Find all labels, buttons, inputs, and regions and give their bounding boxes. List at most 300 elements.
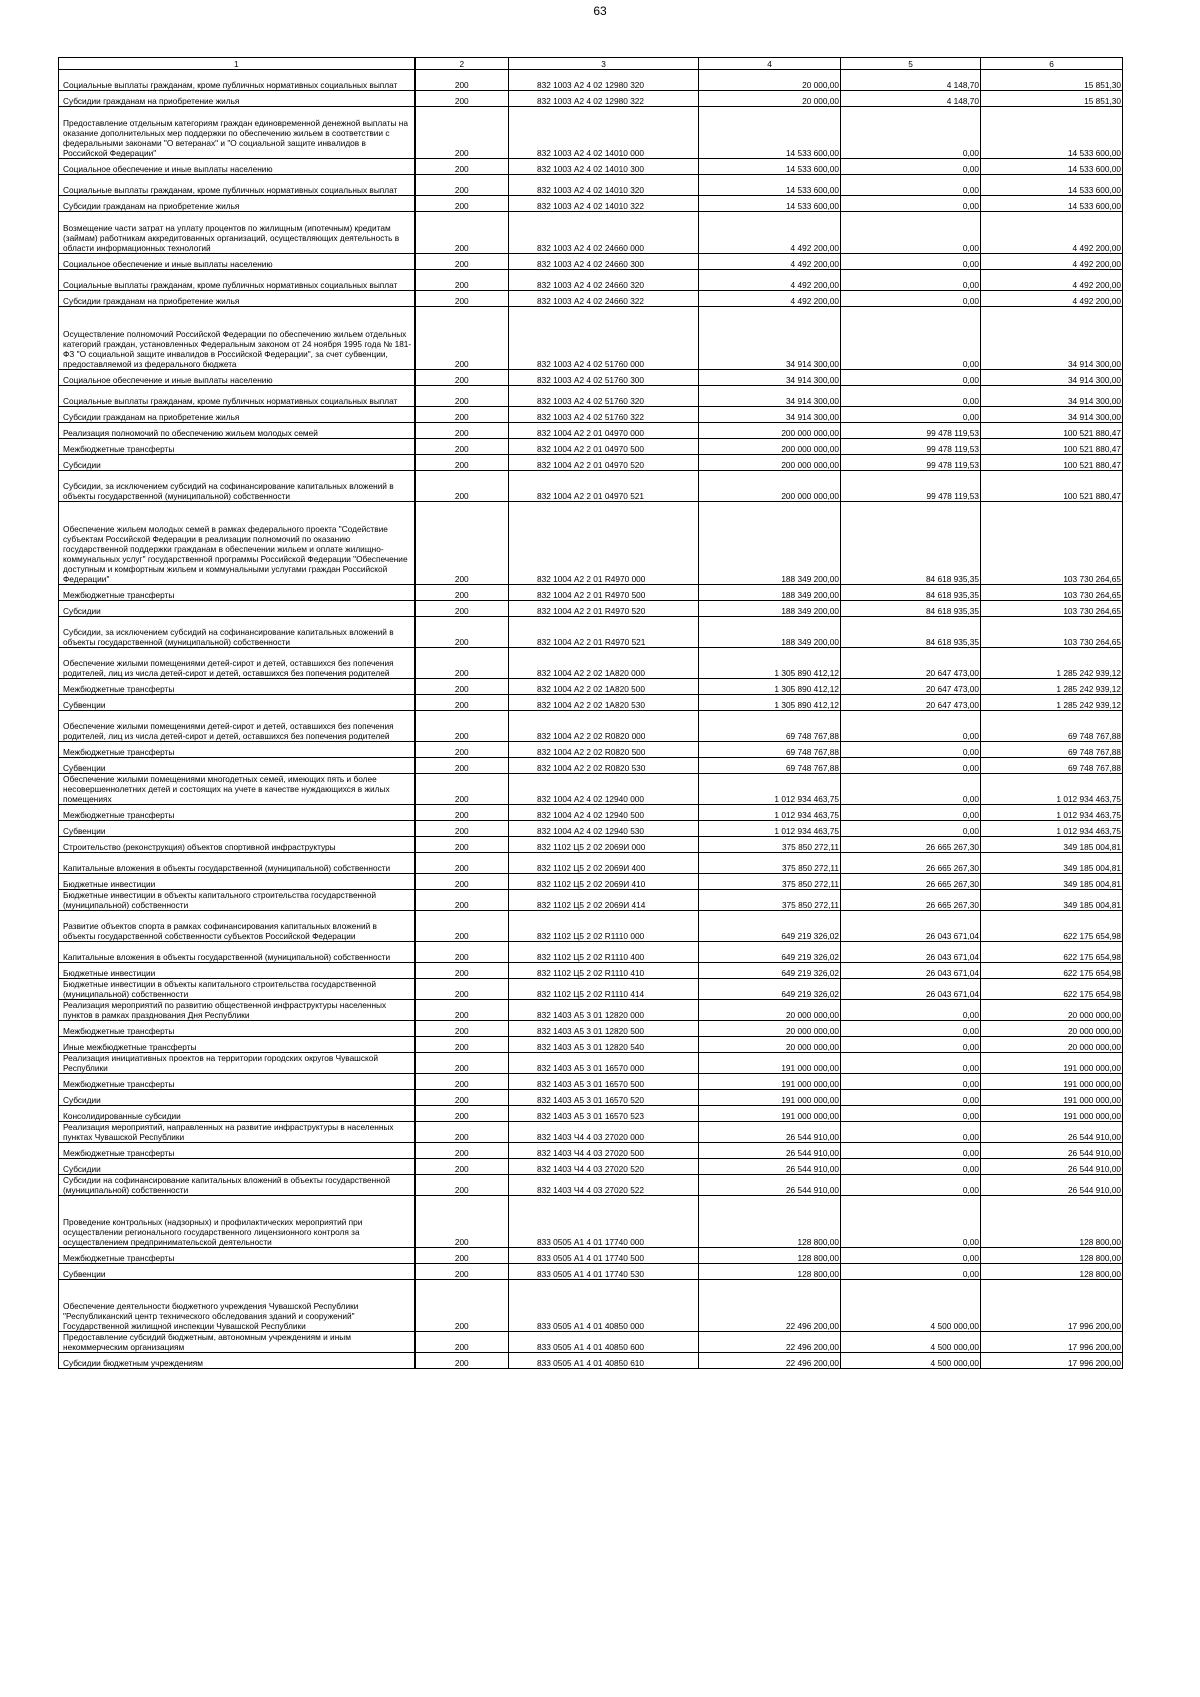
- row-col2: 200: [415, 1159, 509, 1175]
- row-remaining-amount: 191 000 000,00: [981, 1053, 1123, 1074]
- row-plan-amount: 191 000 000,00: [699, 1106, 841, 1122]
- row-code: 832 1102 Ц5 2 02 2069И 000: [509, 837, 699, 853]
- row-col2: 200: [415, 837, 509, 853]
- row-col2: 200: [415, 821, 509, 837]
- table-row: [59, 175, 1123, 196]
- row-code: 833 0505 А1 4 01 40850 610: [509, 1353, 699, 1369]
- row-remaining-amount: 349 185 004,81: [981, 837, 1123, 853]
- row-remaining-amount: 100 521 880,47: [981, 439, 1123, 455]
- row-executed-amount: 0,00: [841, 270, 981, 291]
- row-remaining-amount: 69 748 767,88: [981, 758, 1123, 774]
- row-remaining-amount: 1 012 934 463,75: [981, 821, 1123, 837]
- row-executed-amount: 26 665 267,30: [841, 853, 981, 874]
- row-name: Субсидии, за исключением субсидий на софинансирование капитальных вложений в объекты государственной (муниципальной) собственности: [59, 471, 415, 502]
- row-col2: 200: [415, 758, 509, 774]
- row-remaining-amount: 15 851,30: [981, 70, 1123, 91]
- row-code: 832 1403 А5 3 01 16570 520: [509, 1090, 699, 1106]
- row-executed-amount: 4 500 000,00: [841, 1280, 981, 1332]
- row-name: Межбюджетные трансферты: [59, 585, 415, 601]
- row-code: 833 0505 А1 4 01 40850 600: [509, 1332, 699, 1353]
- row-col2: 200: [415, 291, 509, 307]
- row-plan-amount: 188 349 200,00: [699, 601, 841, 617]
- row-col2: 200: [415, 1143, 509, 1159]
- table-row: [59, 617, 1123, 648]
- row-remaining-amount: 17 996 200,00: [981, 1332, 1123, 1353]
- row-name: Бюджетные инвестиции: [59, 874, 415, 890]
- row-name: Субсидии гражданам на приобретение жилья: [59, 407, 415, 423]
- row-col2: 200: [415, 1037, 509, 1053]
- row-name: Межбюджетные трансферты: [59, 805, 415, 821]
- row-plan-amount: 191 000 000,00: [699, 1074, 841, 1090]
- row-remaining-amount: 14 533 600,00: [981, 196, 1123, 212]
- row-plan-amount: 22 496 200,00: [699, 1353, 841, 1369]
- row-col2: 200: [415, 942, 509, 963]
- table-row: [59, 407, 1123, 423]
- row-code: 832 1403 Ч4 4 03 27020 520: [509, 1159, 699, 1175]
- row-code: 833 0505 А1 4 01 17740 000: [509, 1196, 699, 1248]
- row-name: Предоставление субсидий бюджетным, автономным учреждениям и иным некоммерческим организациям: [59, 1332, 415, 1353]
- row-plan-amount: 14 533 600,00: [699, 175, 841, 196]
- row-plan-amount: 1 305 890 412,12: [699, 648, 841, 679]
- row-name: Возмещение части затрат на уплату процентов по жилищным (ипотечным) кредитам (займам) работникам аккредитованных организаций, осуществляющих деятельность в области информационных технологий: [59, 212, 415, 254]
- row-remaining-amount: 4 492 200,00: [981, 254, 1123, 270]
- row-col2: 200: [415, 270, 509, 291]
- row-col2: 200: [415, 742, 509, 758]
- row-executed-amount: 4 148,70: [841, 70, 981, 91]
- table-row: [59, 1074, 1123, 1090]
- row-col2: 200: [415, 853, 509, 874]
- row-col2: 200: [415, 386, 509, 407]
- row-executed-amount: 4 500 000,00: [841, 1332, 981, 1353]
- row-executed-amount: 0,00: [841, 386, 981, 407]
- column-header-2: 2: [415, 58, 509, 70]
- table-row: [59, 270, 1123, 291]
- row-col2: 200: [415, 1175, 509, 1196]
- row-name: Бюджетные инвестиции в объекты капитального строительства государственной (муниципальной) собственности: [59, 890, 415, 911]
- row-executed-amount: 84 618 935,35: [841, 585, 981, 601]
- row-executed-amount: 0,00: [841, 1000, 981, 1021]
- table-row: [59, 585, 1123, 601]
- table-row: [59, 601, 1123, 617]
- row-name: Межбюджетные трансферты: [59, 1021, 415, 1037]
- row-remaining-amount: 17 996 200,00: [981, 1353, 1123, 1369]
- row-col2: 200: [415, 70, 509, 91]
- row-executed-amount: 0,00: [841, 175, 981, 196]
- row-executed-amount: 26 665 267,30: [841, 890, 981, 911]
- table-row: [59, 1122, 1123, 1143]
- row-remaining-amount: 20 000 000,00: [981, 1000, 1123, 1021]
- row-plan-amount: 1 305 890 412,12: [699, 695, 841, 711]
- table-row: [59, 70, 1123, 91]
- row-executed-amount: 26 043 671,04: [841, 979, 981, 1000]
- row-plan-amount: 191 000 000,00: [699, 1053, 841, 1074]
- row-code: 832 1403 А5 3 01 16570 523: [509, 1106, 699, 1122]
- row-plan-amount: 69 748 767,88: [699, 711, 841, 742]
- row-executed-amount: 20 647 473,00: [841, 679, 981, 695]
- row-name: Консолидированные субсидии: [59, 1106, 415, 1122]
- row-remaining-amount: 1 012 934 463,75: [981, 774, 1123, 805]
- row-col2: 200: [415, 874, 509, 890]
- table-row: [59, 291, 1123, 307]
- row-remaining-amount: 622 175 654,98: [981, 911, 1123, 942]
- row-executed-amount: 0,00: [841, 212, 981, 254]
- row-col2: 200: [415, 1196, 509, 1248]
- table-row: [59, 742, 1123, 758]
- row-col2: 200: [415, 585, 509, 601]
- row-plan-amount: 1 012 934 463,75: [699, 774, 841, 805]
- row-name: Бюджетные инвестиции: [59, 963, 415, 979]
- row-remaining-amount: 128 800,00: [981, 1248, 1123, 1264]
- row-name: Реализация инициативных проектов на территории городских округов Чувашской Республики: [59, 1053, 415, 1074]
- row-plan-amount: 200 000 000,00: [699, 455, 841, 471]
- table-row: [59, 1143, 1123, 1159]
- row-name: Социальное обеспечение и иные выплаты населению: [59, 254, 415, 270]
- row-name: Субсидии, за исключением субсидий на софинансирование капитальных вложений в объекты государственной (муниципальной) собственности: [59, 617, 415, 648]
- row-col2: 200: [415, 407, 509, 423]
- row-col2: 200: [415, 1090, 509, 1106]
- row-name: Субвенции: [59, 1264, 415, 1280]
- row-executed-amount: 0,00: [841, 159, 981, 175]
- table-row: [59, 648, 1123, 679]
- row-plan-amount: 26 544 910,00: [699, 1143, 841, 1159]
- row-code: 832 1004 А2 2 02 R0820 530: [509, 758, 699, 774]
- row-executed-amount: 0,00: [841, 307, 981, 370]
- row-code: 832 1003 А2 4 02 24660 000: [509, 212, 699, 254]
- row-code: 832 1004 А2 2 01 R4970 500: [509, 585, 699, 601]
- row-remaining-amount: 26 544 910,00: [981, 1175, 1123, 1196]
- row-code: 832 1403 А5 3 01 12820 540: [509, 1037, 699, 1053]
- row-col2: 200: [415, 175, 509, 196]
- row-plan-amount: 4 492 200,00: [699, 270, 841, 291]
- table-row: [59, 1159, 1123, 1175]
- row-remaining-amount: 34 914 300,00: [981, 386, 1123, 407]
- row-name: Капитальные вложения в объекты государственной (муниципальной) собственности: [59, 942, 415, 963]
- row-code: 832 1003 А2 4 02 24660 322: [509, 291, 699, 307]
- row-executed-amount: 0,00: [841, 1264, 981, 1280]
- row-executed-amount: 0,00: [841, 821, 981, 837]
- row-code: 832 1102 Ц5 2 02 R1110 414: [509, 979, 699, 1000]
- row-code: 832 1102 Ц5 2 02 2069И 410: [509, 874, 699, 890]
- row-plan-amount: 4 492 200,00: [699, 291, 841, 307]
- table-row: [59, 1175, 1123, 1196]
- row-code: 832 1003 А2 4 02 24660 300: [509, 254, 699, 270]
- table-row: [59, 439, 1123, 455]
- row-code: 832 1403 Ч4 4 03 27020 522: [509, 1175, 699, 1196]
- row-col2: 200: [415, 963, 509, 979]
- row-code: 832 1403 А5 3 01 16570 000: [509, 1053, 699, 1074]
- row-plan-amount: 34 914 300,00: [699, 407, 841, 423]
- row-remaining-amount: 622 175 654,98: [981, 942, 1123, 963]
- row-plan-amount: 20 000 000,00: [699, 1000, 841, 1021]
- row-name: Субсидии: [59, 601, 415, 617]
- table-row: [59, 254, 1123, 270]
- row-remaining-amount: 14 533 600,00: [981, 107, 1123, 159]
- row-executed-amount: 0,00: [841, 1106, 981, 1122]
- row-remaining-amount: 1 285 242 939,12: [981, 679, 1123, 695]
- row-code: 833 0505 А1 4 01 40850 000: [509, 1280, 699, 1332]
- row-code: 832 1403 Ч4 4 03 27020 500: [509, 1143, 699, 1159]
- row-name: Субсидии: [59, 455, 415, 471]
- row-executed-amount: 0,00: [841, 1175, 981, 1196]
- row-col2: 200: [415, 1021, 509, 1037]
- row-plan-amount: 200 000 000,00: [699, 423, 841, 439]
- row-executed-amount: 0,00: [841, 1196, 981, 1248]
- row-name: Иные межбюджетные трансферты: [59, 1037, 415, 1053]
- row-name: Субвенции: [59, 821, 415, 837]
- row-code: 832 1004 А2 2 02 1А820 000: [509, 648, 699, 679]
- row-col2: 200: [415, 212, 509, 254]
- row-name: Строительство (реконструкция) объектов спортивной инфраструктуры: [59, 837, 415, 853]
- row-plan-amount: 375 850 272,11: [699, 890, 841, 911]
- row-code: 832 1004 А2 2 01 04970 520: [509, 455, 699, 471]
- row-name: Субсидии гражданам на приобретение жилья: [59, 291, 415, 307]
- row-col2: 200: [415, 471, 509, 502]
- row-remaining-amount: 4 492 200,00: [981, 212, 1123, 254]
- row-remaining-amount: 349 185 004,81: [981, 890, 1123, 911]
- table-row: [59, 423, 1123, 439]
- row-code: 832 1102 Ц5 2 02 2069И 414: [509, 890, 699, 911]
- row-plan-amount: 26 544 910,00: [699, 1122, 841, 1143]
- row-name: Капитальные вложения в объекты государственной (муниципальной) собственности: [59, 853, 415, 874]
- budget-table: [58, 57, 1123, 1369]
- row-name: Межбюджетные трансферты: [59, 1248, 415, 1264]
- table-row: [59, 942, 1123, 963]
- row-code: 832 1102 Ц5 2 02 R1110 000: [509, 911, 699, 942]
- row-plan-amount: 20 000 000,00: [699, 1021, 841, 1037]
- row-code: 832 1003 А2 4 02 12980 322: [509, 91, 699, 107]
- row-code: 832 1004 А2 2 02 R0820 000: [509, 711, 699, 742]
- row-plan-amount: 375 850 272,11: [699, 837, 841, 853]
- table-row: [59, 1248, 1123, 1264]
- row-remaining-amount: 26 544 910,00: [981, 1122, 1123, 1143]
- row-col2: 200: [415, 774, 509, 805]
- row-name: Бюджетные инвестиции в объекты капитального строительства государственной (муниципальной) собственности: [59, 979, 415, 1000]
- table-row: [59, 758, 1123, 774]
- row-code: 832 1004 А2 2 02 1А820 500: [509, 679, 699, 695]
- table-row: [59, 1264, 1123, 1280]
- row-code: 832 1003 А2 4 02 14010 300: [509, 159, 699, 175]
- row-col2: 200: [415, 307, 509, 370]
- row-name: Межбюджетные трансферты: [59, 742, 415, 758]
- row-col2: 200: [415, 617, 509, 648]
- row-plan-amount: 26 544 910,00: [699, 1159, 841, 1175]
- row-col2: 200: [415, 679, 509, 695]
- row-col2: 200: [415, 370, 509, 386]
- row-code: 832 1004 А2 2 01 04970 500: [509, 439, 699, 455]
- row-name: Социальные выплаты гражданам, кроме публичных нормативных социальных выплат: [59, 386, 415, 407]
- column-header-5: 5: [841, 58, 981, 70]
- table-row: [59, 1332, 1123, 1353]
- row-code: 832 1004 А2 2 02 R0820 500: [509, 742, 699, 758]
- row-code: 832 1004 А2 2 01 R4970 520: [509, 601, 699, 617]
- row-name: Социальное обеспечение и иные выплаты населению: [59, 159, 415, 175]
- row-code: 832 1003 А2 4 02 14010 322: [509, 196, 699, 212]
- row-executed-amount: 26 043 671,04: [841, 963, 981, 979]
- row-executed-amount: 0,00: [841, 758, 981, 774]
- row-col2: 200: [415, 439, 509, 455]
- row-code: 832 1004 А2 2 01 04970 000: [509, 423, 699, 439]
- table-row: [59, 370, 1123, 386]
- row-code: 832 1003 А2 4 02 51760 000: [509, 307, 699, 370]
- row-remaining-amount: 100 521 880,47: [981, 455, 1123, 471]
- row-remaining-amount: 1 285 242 939,12: [981, 695, 1123, 711]
- row-name: Межбюджетные трансферты: [59, 1143, 415, 1159]
- row-code: 833 0505 А1 4 01 17740 500: [509, 1248, 699, 1264]
- row-remaining-amount: 26 544 910,00: [981, 1143, 1123, 1159]
- row-col2: 200: [415, 695, 509, 711]
- row-plan-amount: 14 533 600,00: [699, 159, 841, 175]
- row-remaining-amount: 17 996 200,00: [981, 1280, 1123, 1332]
- column-header-4: 4: [699, 58, 841, 70]
- row-remaining-amount: 14 533 600,00: [981, 159, 1123, 175]
- row-executed-amount: 0,00: [841, 1074, 981, 1090]
- row-name: Субсидии гражданам на приобретение жилья: [59, 91, 415, 107]
- row-plan-amount: 200 000 000,00: [699, 471, 841, 502]
- row-code: 832 1003 А2 4 02 14010 320: [509, 175, 699, 196]
- row-remaining-amount: 4 492 200,00: [981, 291, 1123, 307]
- row-name: Обеспечение жильем молодых семей в рамках федерального проекта "Содействие субъектам Российской Федерации в реализации полномочий по оказанию государственной поддержки гражданам в обеспечении жильем и оплате жилищно-коммунальных услуг" государственной программы Российской Федерации "Обеспечение доступным и комфортным жильем и коммунальными услугами граждан Российской Федерации": [59, 502, 415, 585]
- row-name: Социальные выплаты гражданам, кроме публичных нормативных социальных выплат: [59, 175, 415, 196]
- table-row: [59, 853, 1123, 874]
- table-row: [59, 979, 1123, 1000]
- row-remaining-amount: 103 730 264,65: [981, 585, 1123, 601]
- row-plan-amount: 649 219 326,02: [699, 979, 841, 1000]
- table-row: [59, 837, 1123, 853]
- row-executed-amount: 0,00: [841, 291, 981, 307]
- row-col2: 200: [415, 1122, 509, 1143]
- table-row: [59, 455, 1123, 471]
- row-executed-amount: 4 148,70: [841, 91, 981, 107]
- row-executed-amount: 0,00: [841, 1122, 981, 1143]
- row-code: 832 1004 А2 4 02 12940 000: [509, 774, 699, 805]
- row-executed-amount: 0,00: [841, 1053, 981, 1074]
- table-row: [59, 1090, 1123, 1106]
- row-code: 832 1003 А2 4 02 51760 320: [509, 386, 699, 407]
- row-executed-amount: 26 665 267,30: [841, 837, 981, 853]
- row-remaining-amount: 349 185 004,81: [981, 853, 1123, 874]
- row-code: 832 1004 А2 2 01 R4970 000: [509, 502, 699, 585]
- table-row: [59, 1280, 1123, 1332]
- table-row: [59, 1000, 1123, 1021]
- row-col2: 200: [415, 890, 509, 911]
- row-col2: 200: [415, 1280, 509, 1332]
- table-row: [59, 502, 1123, 585]
- row-plan-amount: 375 850 272,11: [699, 853, 841, 874]
- row-remaining-amount: 34 914 300,00: [981, 370, 1123, 386]
- row-name: Социальные выплаты гражданам, кроме публичных нормативных социальных выплат: [59, 70, 415, 91]
- row-col2: 200: [415, 1264, 509, 1280]
- row-name: Межбюджетные трансферты: [59, 679, 415, 695]
- table-row: [59, 1196, 1123, 1248]
- table-row: [59, 890, 1123, 911]
- row-executed-amount: 99 478 119,53: [841, 439, 981, 455]
- row-code: 832 1003 А2 4 02 51760 300: [509, 370, 699, 386]
- row-plan-amount: 26 544 910,00: [699, 1175, 841, 1196]
- row-remaining-amount: 4 492 200,00: [981, 270, 1123, 291]
- row-executed-amount: 0,00: [841, 254, 981, 270]
- row-col2: 200: [415, 1248, 509, 1264]
- row-remaining-amount: 15 851,30: [981, 91, 1123, 107]
- row-plan-amount: 191 000 000,00: [699, 1090, 841, 1106]
- row-remaining-amount: 69 748 767,88: [981, 711, 1123, 742]
- row-plan-amount: 188 349 200,00: [699, 502, 841, 585]
- row-code: 832 1403 А5 3 01 12820 000: [509, 1000, 699, 1021]
- table-row: [59, 1053, 1123, 1074]
- table-row: [59, 1021, 1123, 1037]
- row-executed-amount: 0,00: [841, 1159, 981, 1175]
- row-code: 832 1003 А2 4 02 14010 000: [509, 107, 699, 159]
- row-col2: 200: [415, 601, 509, 617]
- row-name: Проведение контрольных (надзорных) и профилактических мероприятий при осуществлении регионального государственного лицензионного контроля за осуществлением предпринимательской деятельности: [59, 1196, 415, 1248]
- row-plan-amount: 375 850 272,11: [699, 874, 841, 890]
- row-remaining-amount: 103 730 264,65: [981, 617, 1123, 648]
- table-row: [59, 1353, 1123, 1369]
- row-remaining-amount: 191 000 000,00: [981, 1090, 1123, 1106]
- row-executed-amount: 84 618 935,35: [841, 601, 981, 617]
- row-code: 832 1403 Ч4 4 03 27020 000: [509, 1122, 699, 1143]
- row-plan-amount: 649 219 326,02: [699, 942, 841, 963]
- table-row: [59, 711, 1123, 742]
- row-col2: 200: [415, 423, 509, 439]
- row-col2: 200: [415, 107, 509, 159]
- row-plan-amount: 20 000,00: [699, 70, 841, 91]
- row-plan-amount: 34 914 300,00: [699, 370, 841, 386]
- row-remaining-amount: 103 730 264,65: [981, 601, 1123, 617]
- row-code: 832 1003 А2 4 02 12980 320: [509, 70, 699, 91]
- row-plan-amount: 1 012 934 463,75: [699, 805, 841, 821]
- row-executed-amount: 0,00: [841, 370, 981, 386]
- row-code: 832 1004 А2 2 01 04970 521: [509, 471, 699, 502]
- row-col2: 200: [415, 711, 509, 742]
- row-plan-amount: 20 000 000,00: [699, 1037, 841, 1053]
- row-executed-amount: 0,00: [841, 1037, 981, 1053]
- row-plan-amount: 128 800,00: [699, 1264, 841, 1280]
- row-name: Обеспечение жилыми помещениями многодетных семей, имеющих пять и более несовершеннолетних детей и состоящих на учете в качестве нуждающихся в жилых помещениях: [59, 774, 415, 805]
- row-executed-amount: 4 500 000,00: [841, 1353, 981, 1369]
- row-name: Осуществление полномочий Российской Федерации по обеспечению жильем отдельных категорий граждан, установленных Федеральным законом от 24 ноября 1995 года № 181-ФЗ "О социальной защите инвалидов в Российской Федерации", за счет субвенции, предоставляемой из федерального бюджета: [59, 307, 415, 370]
- row-remaining-amount: 191 000 000,00: [981, 1074, 1123, 1090]
- row-name: Субсидии: [59, 1090, 415, 1106]
- table-row: [59, 159, 1123, 175]
- row-col2: 200: [415, 648, 509, 679]
- row-col2: 200: [415, 502, 509, 585]
- row-col2: 200: [415, 91, 509, 107]
- column-header-6: 6: [981, 58, 1123, 70]
- row-executed-amount: 99 478 119,53: [841, 455, 981, 471]
- row-name: Предоставление отдельным категориям граждан единовременной денежной выплаты на оказание дополнительных мер поддержки по обеспечению жильем в соответствии с федеральными законами "О ветеранах" и "О социальной защите инвалидов в Российской Федерации": [59, 107, 415, 159]
- row-code: 832 1004 А2 2 02 1А820 530: [509, 695, 699, 711]
- row-plan-amount: 69 748 767,88: [699, 742, 841, 758]
- row-plan-amount: 4 492 200,00: [699, 254, 841, 270]
- row-executed-amount: 0,00: [841, 742, 981, 758]
- table-row: [59, 91, 1123, 107]
- row-name: Субвенции: [59, 695, 415, 711]
- row-col2: 200: [415, 979, 509, 1000]
- row-executed-amount: 26 043 671,04: [841, 942, 981, 963]
- row-col2: 200: [415, 1053, 509, 1074]
- row-col2: 200: [415, 1332, 509, 1353]
- row-name: Развитие объектов спорта в рамках софинансирования капитальных вложений в объекты государственной собственности субъектов Российской Федерации: [59, 911, 415, 942]
- row-name: Обеспечение жилыми помещениями детей-сирот и детей, оставшихся без попечения родителей, лиц из числа детей-сирот и детей, оставшихся без попечения родителей: [59, 711, 415, 742]
- row-plan-amount: 4 492 200,00: [699, 212, 841, 254]
- row-plan-amount: 649 219 326,02: [699, 911, 841, 942]
- table-row: [59, 196, 1123, 212]
- row-remaining-amount: 128 800,00: [981, 1264, 1123, 1280]
- row-col2: 200: [415, 1000, 509, 1021]
- table-row: [59, 911, 1123, 942]
- row-executed-amount: 0,00: [841, 805, 981, 821]
- row-code: 832 1004 А2 4 02 12940 500: [509, 805, 699, 821]
